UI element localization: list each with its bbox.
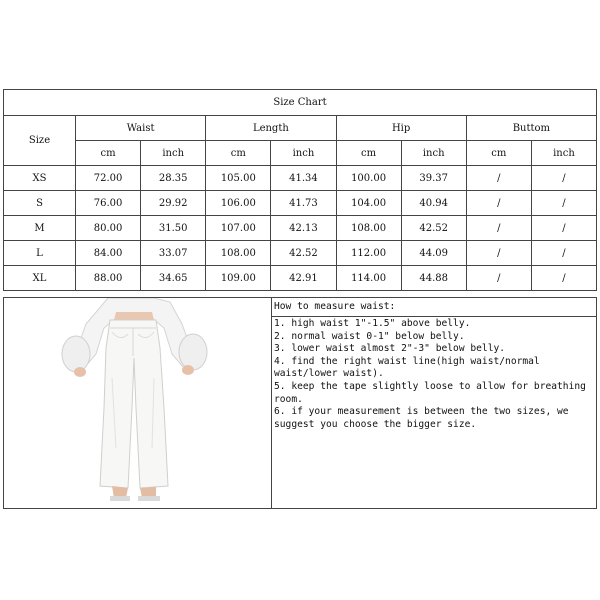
waist-inch-unit: inch xyxy=(141,141,206,166)
instruction-item: 1. high waist 1"-1.5" above belly. xyxy=(274,318,471,329)
size-cell: XL xyxy=(4,266,76,291)
waist-cm-cell: 76.00 xyxy=(76,191,141,216)
waist-cm-unit: cm xyxy=(76,141,141,166)
product-photo xyxy=(4,298,272,508)
table-row xyxy=(4,266,597,291)
hip-inch-cell: 40.94 xyxy=(401,191,466,216)
table-row xyxy=(4,166,597,191)
waist-cm-cell: 84.00 xyxy=(76,241,141,266)
instructions-list xyxy=(272,317,596,431)
hip-cm-cell: 100.00 xyxy=(336,166,401,191)
waist-inch-cell: 31.50 xyxy=(141,216,206,241)
instruction-item: 3. lower waist almost 2"-3" below belly. xyxy=(274,343,506,355)
waist-cm-cell: 72.00 xyxy=(76,166,141,191)
waist-header: Waist xyxy=(76,116,206,141)
measure-guide-panel xyxy=(3,297,597,509)
table-row xyxy=(4,216,597,241)
length-cm-cell: 109.00 xyxy=(206,266,271,291)
bottom-inch-cell: / xyxy=(531,216,596,241)
length-inch-cell: 41.73 xyxy=(271,191,336,216)
hip-inch-unit: inch xyxy=(401,141,466,166)
length-inch-cell: 41.34 xyxy=(271,166,336,191)
hip-inch-cell: 39.37 xyxy=(401,166,466,191)
waist-cm-cell: 88.00 xyxy=(76,266,141,291)
length-cm-cell: 108.00 xyxy=(206,241,271,266)
length-inch-unit: inch xyxy=(271,141,336,166)
white-jeans-model-illustration xyxy=(4,298,271,508)
bottom-cm-cell: / xyxy=(466,191,531,216)
instruction-item: 2. normal waist 0-1" below belly. xyxy=(274,330,465,342)
size-cell: M xyxy=(4,216,76,241)
instruction-item: 5. keep the tape slightly loose to allow for breathing room. xyxy=(274,380,586,405)
measure-instructions xyxy=(272,298,596,508)
bottom-inch-cell: / xyxy=(531,241,596,266)
hip-cm-cell: 114.00 xyxy=(336,266,401,291)
hip-cm-cell: 108.00 xyxy=(336,216,401,241)
hip-inch-cell: 44.88 xyxy=(401,266,466,291)
hip-inch-cell: 44.09 xyxy=(401,241,466,266)
waist-inch-cell: 33.07 xyxy=(141,241,206,266)
instruction-item: 4. find the right waist line(high waist/normal waist/lower waist). xyxy=(274,355,540,380)
size-chart-title: Size Chart xyxy=(4,90,597,116)
length-inch-cell: 42.52 xyxy=(271,241,336,266)
bottom-cm-cell: / xyxy=(466,241,531,266)
bottom-header: Buttom xyxy=(466,116,596,141)
hip-cm-cell: 104.00 xyxy=(336,191,401,216)
waist-inch-cell: 34.65 xyxy=(141,266,206,291)
waist-inch-cell: 29.92 xyxy=(141,191,206,216)
bottom-inch-cell: / xyxy=(531,191,596,216)
bottom-cm-unit: cm xyxy=(466,141,531,166)
hip-cm-cell: 112.00 xyxy=(336,241,401,266)
bottom-inch-cell: / xyxy=(531,266,596,291)
table-row xyxy=(4,241,597,266)
bottom-cm-cell: / xyxy=(466,266,531,291)
length-cm-cell: 107.00 xyxy=(206,216,271,241)
instruction-item: 6. if your measurement is between the two sizes, we suggest you choose the bigger size. xyxy=(274,406,569,430)
size-cell: S xyxy=(4,191,76,216)
waist-inch-cell: 28.35 xyxy=(141,166,206,191)
size-cell: XS xyxy=(4,166,76,191)
bottom-cm-cell: / xyxy=(466,216,531,241)
bottom-inch-cell: / xyxy=(531,166,596,191)
hip-inch-cell: 42.52 xyxy=(401,216,466,241)
waist-cm-cell: 80.00 xyxy=(76,216,141,241)
hip-header: Hip xyxy=(336,116,466,141)
size-chart-table xyxy=(3,89,597,291)
size-cell: L xyxy=(4,241,76,266)
length-cm-cell: 106.00 xyxy=(206,191,271,216)
length-header: Length xyxy=(206,116,336,141)
table-row xyxy=(4,191,597,216)
length-cm-cell: 105.00 xyxy=(206,166,271,191)
hip-cm-unit: cm xyxy=(336,141,401,166)
instructions-heading: How to measure waist: xyxy=(272,298,596,317)
length-cm-unit: cm xyxy=(206,141,271,166)
bottom-cm-cell: / xyxy=(466,166,531,191)
length-inch-cell: 42.13 xyxy=(271,216,336,241)
bottom-inch-unit: inch xyxy=(531,141,596,166)
size-column-header: Size xyxy=(4,116,76,166)
length-inch-cell: 42.91 xyxy=(271,266,336,291)
